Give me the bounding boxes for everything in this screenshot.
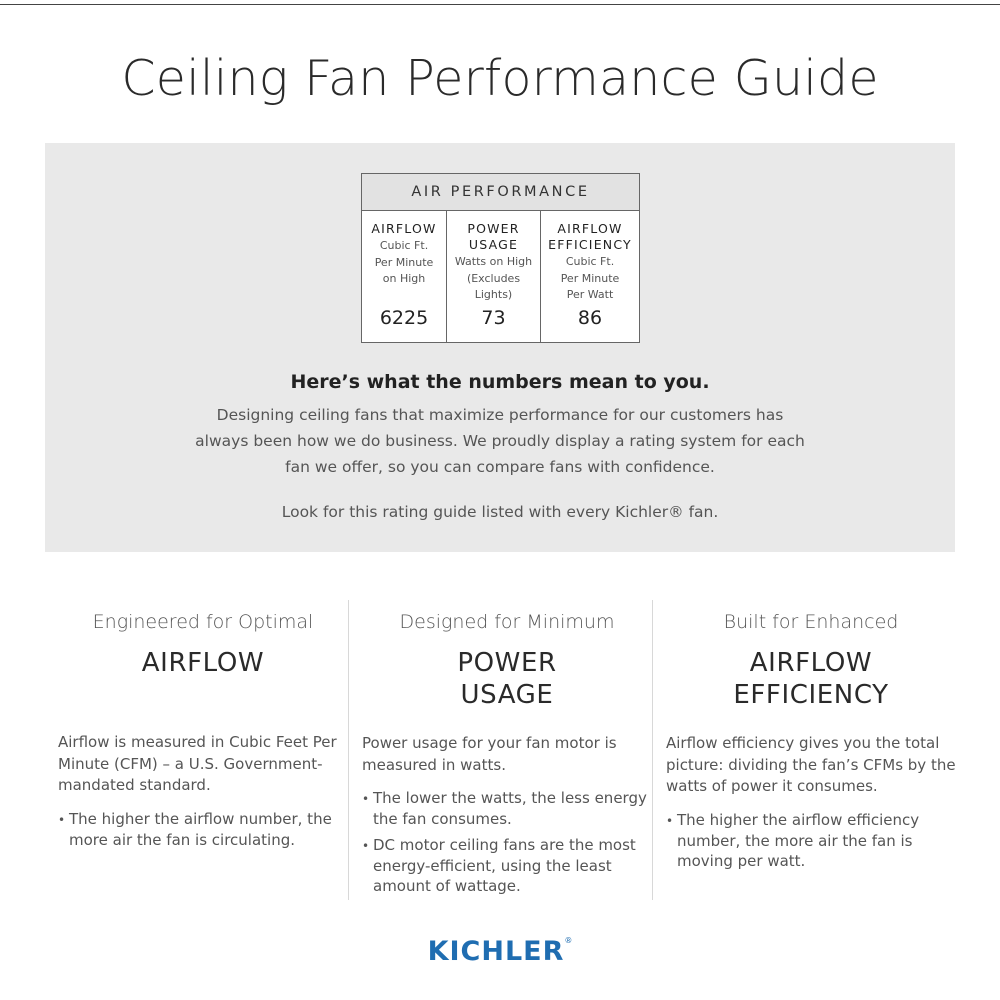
power-usage-column-heading: POWER USAGE	[467, 221, 520, 252]
feature-power-usage	[362, 611, 652, 902]
feature-kicker: Built for Enhanced	[723, 611, 899, 633]
page-title: Ceiling Fan Performance Guide	[121, 50, 879, 107]
air-performance-header: AIR PERFORMANCE	[362, 174, 639, 211]
feature-title: AIRFLOW EFFICIENCY	[733, 648, 889, 710]
feature-kicker: Engineered for Optimal	[92, 611, 314, 633]
airflow-efficiency-column-heading: AIRFLOW EFFICIENCY	[548, 221, 632, 252]
feature-bullets	[362, 788, 652, 896]
feature-airflow-efficiency	[666, 611, 956, 877]
air-performance-table	[361, 173, 640, 343]
power-usage-value: 73	[481, 307, 506, 329]
registered-mark: ®	[564, 936, 573, 945]
top-rule	[0, 4, 1000, 5]
feature-airflow	[58, 611, 348, 856]
bullet-item: • The higher the airflow number, the more air the fan is circulating.	[58, 809, 348, 850]
rating-guide-note: Look for this rating guide listed with every Kichler® fan.	[281, 503, 719, 521]
power-usage-column	[446, 211, 540, 342]
power-usage-column-unit: Watts on High (Excludes Lights)	[454, 255, 533, 301]
airflow-column-unit: Cubic Ft. Per Minute on High	[374, 239, 434, 285]
rating-panel	[45, 143, 955, 552]
feature-body: Power usage for your fan motor is measured in watts.	[362, 734, 617, 774]
airflow-efficiency-value: 86	[577, 307, 603, 329]
column-divider	[652, 600, 653, 900]
airflow-column	[362, 211, 446, 342]
feature-title: AIRFLOW	[141, 648, 265, 678]
numbers-body: Designing ceiling fans that maximize performance for our customers has always been how we do business. We proudly display a rating system for each fan we offer, so you can compare fans with confidence.	[195, 406, 805, 476]
airflow-column-heading: AIRFLOW	[371, 221, 437, 236]
bullet-item: • The lower the watts, the less energy the fan consumes.	[362, 788, 652, 829]
numbers-heading: Here’s what the numbers mean to you.	[290, 371, 710, 393]
column-divider	[348, 600, 349, 900]
airflow-value: 6225	[379, 307, 429, 329]
feature-body: Airflow is measured in Cubic Feet Per Minute (CFM) – a U.S. Government-mandated standard.	[58, 733, 337, 794]
bullet-item: • The higher the airflow efficiency number, the more air the fan is moving per watt.	[666, 810, 956, 871]
airflow-efficiency-column-unit: Cubic Ft. Per Minute Per Watt	[560, 255, 620, 301]
feature-title: POWER USAGE	[457, 648, 557, 710]
feature-bullets	[666, 810, 956, 871]
brand-name: KICHLER	[427, 936, 565, 967]
airflow-efficiency-column	[540, 211, 639, 342]
feature-bullets	[58, 809, 348, 850]
bullet-item: • DC motor ceiling fans are the most energy-efficient, using the least amount of wattage.	[362, 835, 652, 896]
feature-kicker: Designed for Minimum	[399, 611, 615, 633]
feature-body: Airflow efficiency gives you the total picture: dividing the fan’s CFMs by the watts of power it consumes.	[666, 734, 956, 795]
kichler-logo	[0, 936, 1000, 967]
